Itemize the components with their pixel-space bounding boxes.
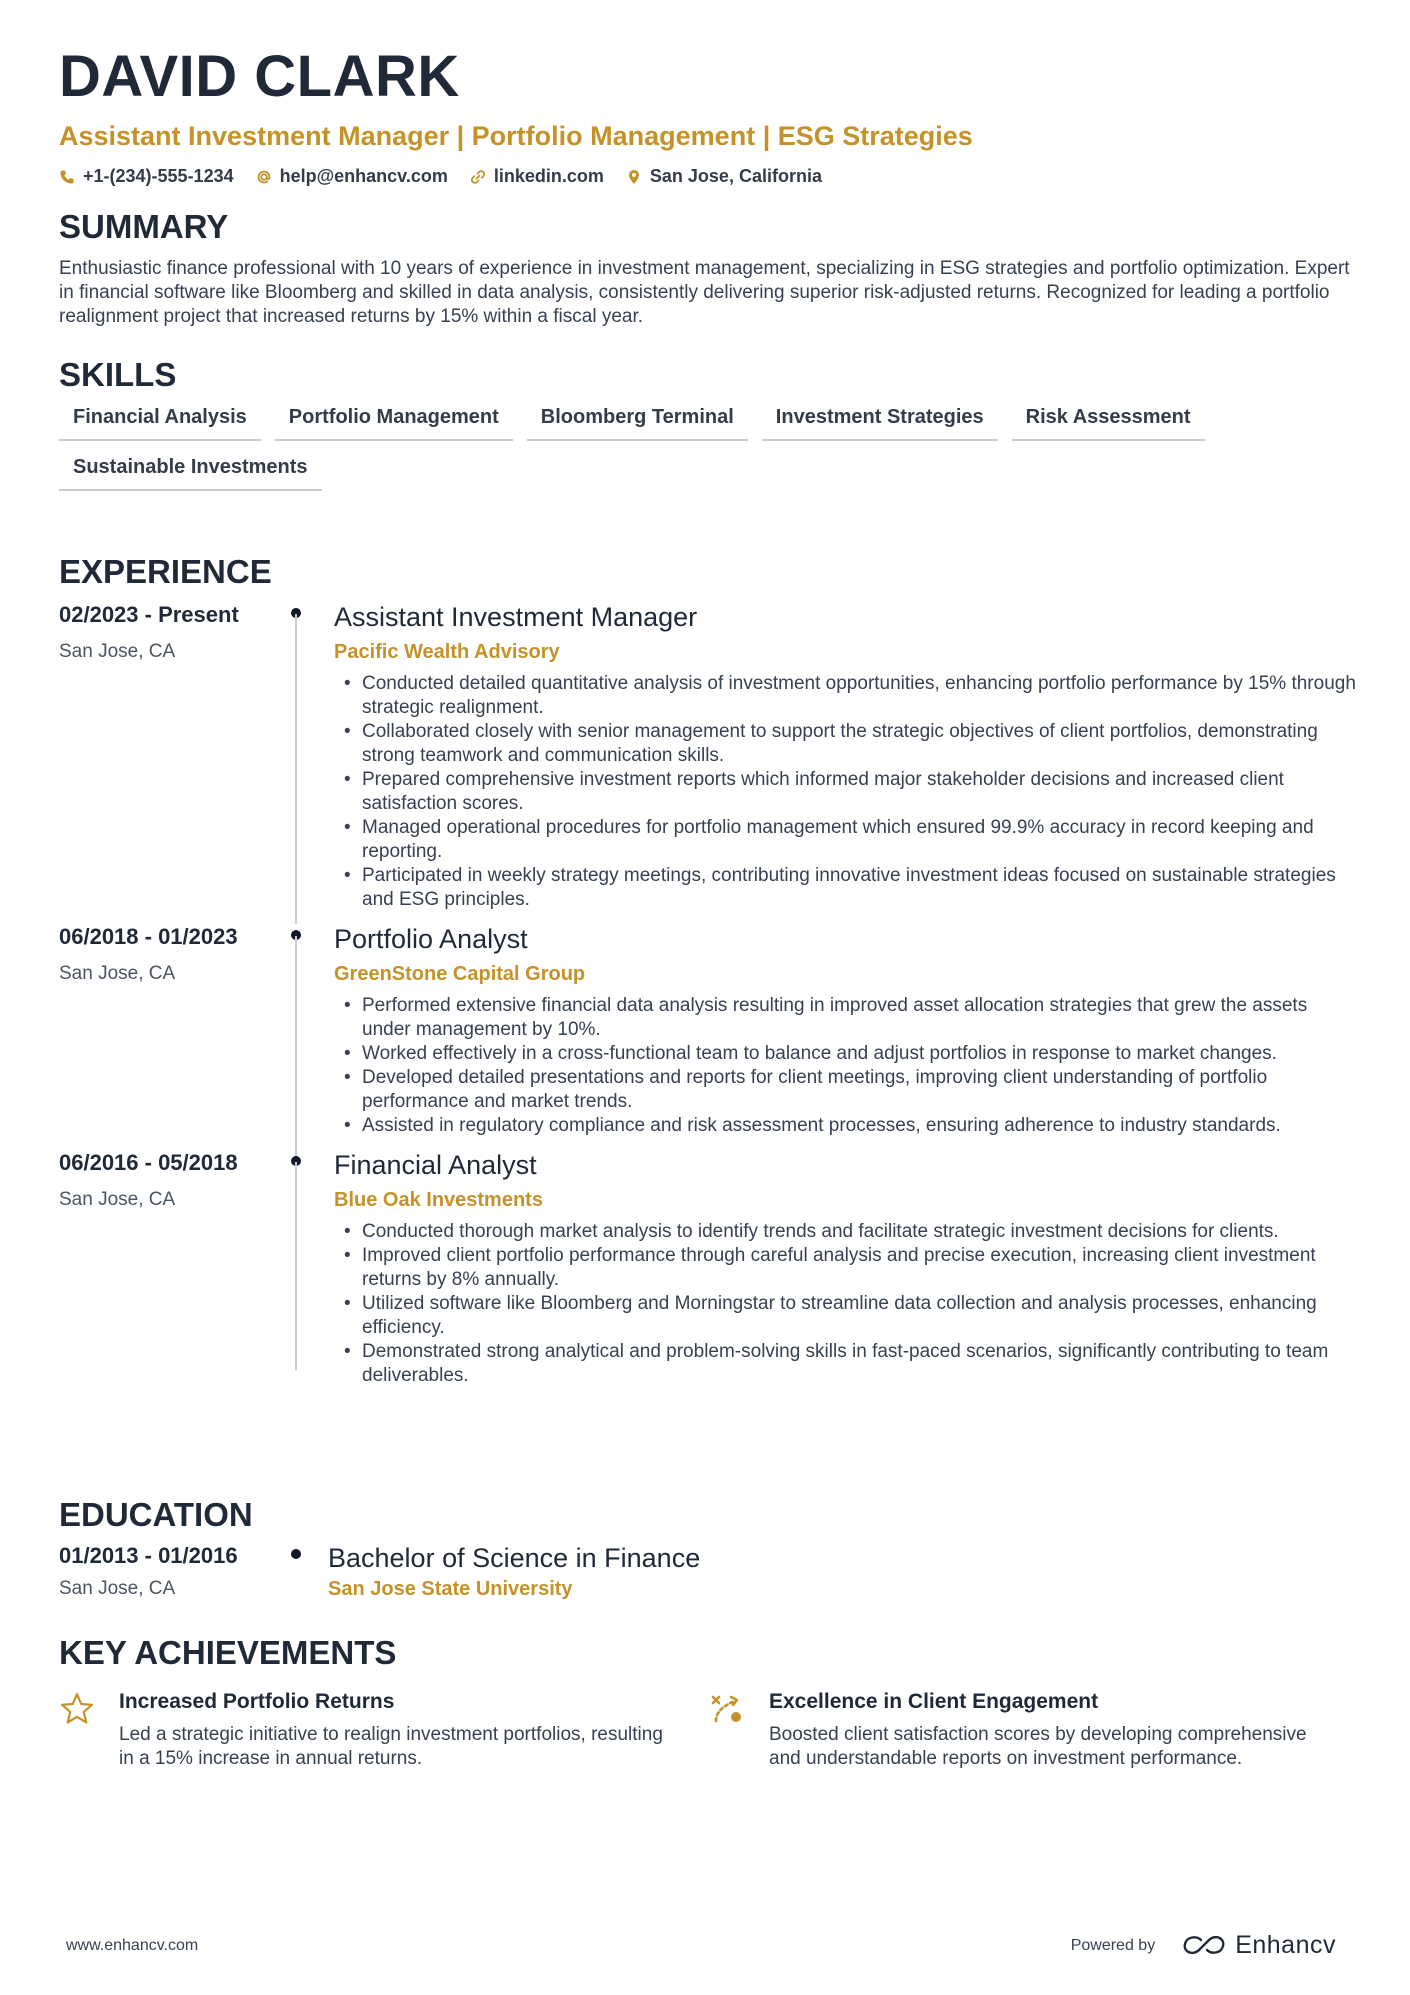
skill-tag: Risk Assessment [1012,405,1205,441]
timeline-dot [291,1549,301,1559]
job-dates: 02/2023 - Present [59,602,239,627]
summary-text: Enthusiastic finance professional with 10 years of experience in investment management, specializing in ESG strategies and portfolio optimization. Expert in financial software like Bloomberg and skilled in data analysis, consistently delivering superior risk-adjusted returns. Recognized for leading a portfolio realignment project that increased returns by 15% within a fiscal year. [59,258,1350,327]
job-role: Financial Analyst [334,1150,537,1180]
candidate-title: Assistant Investment Manager | Portfolio Management | ESG Strategies [59,121,973,151]
skill-tag: Bloomberg Terminal [527,405,748,441]
brand-name: Enhancv [1235,1931,1336,1959]
job-bullet: • Conducted detailed quantitative analysis of investment opportunities, enhancing portfolio performance by 15% through strategic realignment. [334,672,1359,720]
job-location: San Jose, CA [59,1189,176,1210]
location-pin-icon [626,169,642,185]
achievement-item [59,1689,709,1771]
education-dates: 01/2013 - 01/2016 [59,1543,238,1568]
contact-linkedin[interactable] [470,166,604,187]
contact-phone[interactable] [59,166,234,187]
contact-email[interactable] [256,166,448,187]
job-bullet: • Collaborated closely with senior management to support the strategic objectives of client portfolios, demonstrating strong teamwork and communication skills. [334,720,1359,768]
achievement-title: Increased Portfolio Returns [119,1690,395,1713]
timeline [294,602,334,912]
job-bullet: • Assisted in regulatory compliance and risk assessment processes, ensuring adherence to industry standards. [334,1114,1359,1138]
education-section [59,1498,1359,1601]
education-school: San Jose State University [328,1578,573,1600]
enhancv-logo-icon [1181,1934,1227,1958]
phone-icon [59,169,75,185]
job-bullet: • Demonstrated strong analytical and problem-solving skills in fast-paced scenarios, significantly contributing to team deliverables. [334,1340,1359,1388]
job-role: Portfolio Analyst [334,924,528,954]
job-bullet: • Participated in weekly strategy meetings, contributing innovative investment ideas focused on sustainable strategies and ESG principles. [334,864,1359,912]
job-location: San Jose, CA [59,641,176,662]
star-icon [59,1689,119,1771]
timeline [294,1543,334,1601]
location-text: San Jose, California [649,166,822,187]
skills-section [59,358,1359,491]
achievement-desc: Led a strategic initiative to realign investment portfolios, resulting in a 15% increase in annual returns. [119,1724,663,1769]
job-bullet: • Managed operational procedures for portfolio management which ensured 99.9% accuracy in record keeping and reporting. [334,816,1359,864]
job-bullet: • Worked effectively in a cross-functional team to balance and adjust portfolios in response to market changes. [334,1042,1359,1066]
job-bullet: • Developed detailed presentations and reports for client meetings, improving client understanding of portfolio performance and market trends. [334,1066,1359,1114]
experience-heading: EXPERIENCE [59,553,272,590]
achievement-title: Excellence in Client Engagement [769,1690,1099,1713]
skill-tag: Sustainable Investments [59,455,322,491]
skill-tag: Portfolio Management [275,405,513,441]
email-text: help@enhancv.com [279,166,448,187]
achievements-heading: KEY ACHIEVEMENTS [59,1634,397,1671]
link-icon [470,169,486,185]
phone-text: +1-(234)-555-1234 [83,166,234,187]
summary-heading: SUMMARY [59,208,229,245]
job-dates: 06/2016 - 05/2018 [59,1150,238,1175]
achievement-desc: Boosted client satisfaction scores by developing comprehensive and understandable reports on investment performance. [769,1724,1307,1769]
job-role: Assistant Investment Manager [334,602,698,632]
achievements-grid [59,1689,1359,1771]
timeline-line [295,614,297,924]
job-bullet: • Utilized software like Bloomberg and Morningstar to streamline data collection and analysis processes, enhancing efficiency. [334,1292,1359,1340]
achievement-item [709,1689,1359,1771]
skill-tag: Investment Strategies [762,405,998,441]
job-location: San Jose, CA [59,963,176,984]
skill-list [59,405,1319,491]
job-company: Blue Oak Investments [334,1189,543,1211]
timeline-line [295,1162,297,1370]
footer [66,1931,1336,1960]
summary-section [59,210,1359,329]
job-dates: 06/2018 - 01/2023 [59,924,238,949]
job-bullets [334,1220,1359,1388]
enhancv-logo[interactable] [1181,1931,1336,1960]
contact-bar [59,166,1351,187]
education-heading: EDUCATION [59,1496,253,1533]
job-bullet: • Improved client portfolio performance through careful analysis and precise execution, increasing client investment returns by 8% annually. [334,1244,1359,1292]
job-bullets [334,994,1359,1138]
job-company: Pacific Wealth Advisory [334,641,560,663]
contact-location [626,166,822,187]
education-entry [59,1543,1359,1601]
at-icon [256,169,272,185]
job-bullets [334,672,1359,912]
job-entry [59,924,1359,1138]
route-icon [709,1689,769,1771]
experience-section [59,555,1359,1388]
powered-by-label: Powered by [1070,1936,1156,1954]
education-degree: Bachelor of Science in Finance [328,1543,701,1573]
job-company: GreenStone Capital Group [334,963,586,985]
job-entry [59,602,1359,912]
candidate-name: DAVID CLARK [59,44,460,109]
job-entry [59,1150,1359,1388]
linkedin-text: linkedin.com [493,166,604,187]
footer-website[interactable]: www.enhancv.com [66,1936,199,1954]
skills-heading: SKILLS [59,356,177,393]
achievements-section [59,1636,1359,1771]
job-bullet: • Conducted thorough market analysis to identify trends and facilitate strategic investment decisions for clients. [334,1220,1359,1244]
job-bullet: • Performed extensive financial data analysis resulting in improved asset allocation strategies that grew the assets under management by 10%. [334,994,1359,1042]
job-bullet: • Prepared comprehensive investment reports which informed major stakeholder decisions and increased client satisfaction scores. [334,768,1359,816]
footer-branding [1071,1931,1336,1960]
skill-tag: Financial Analysis [59,405,261,441]
timeline [294,924,334,1138]
timeline [294,1150,334,1388]
education-location: San Jose, CA [59,1578,176,1599]
